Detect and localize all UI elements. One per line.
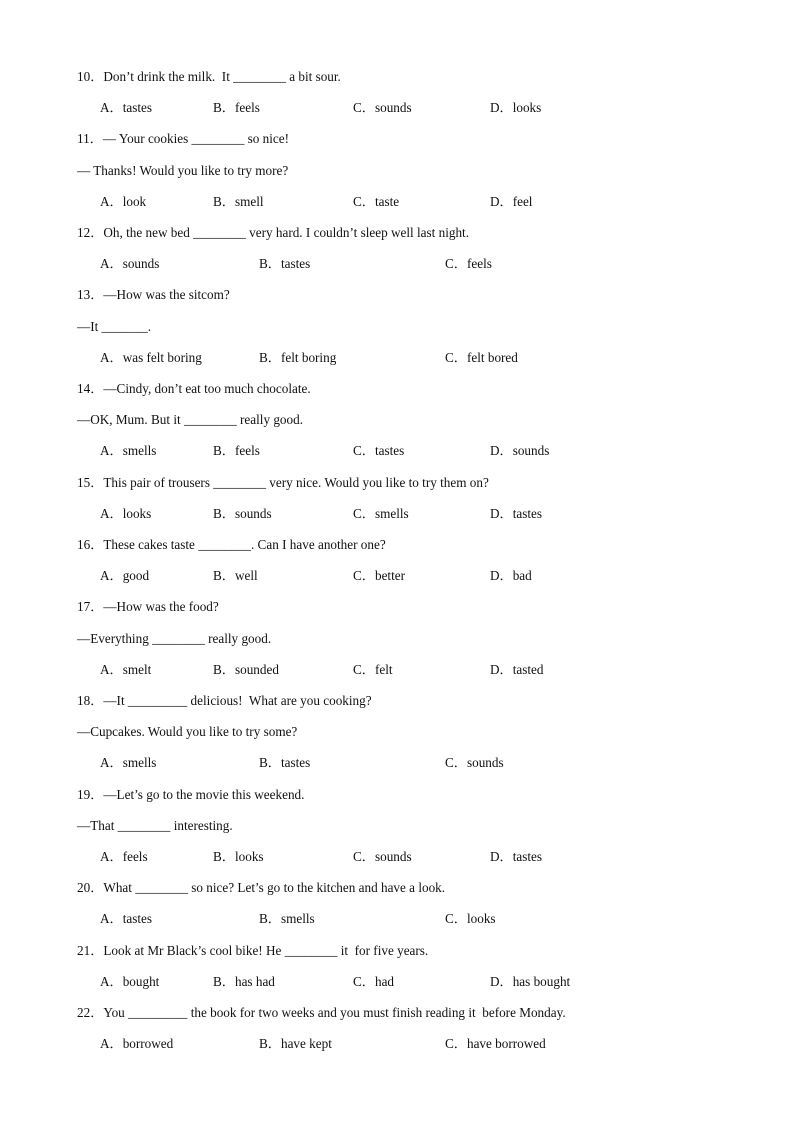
question-stem: 15．This pair of trousers ________ very nice. Would you like to try them on?	[77, 474, 489, 490]
answer-option[interactable]: D．has bought	[490, 973, 571, 989]
question-stem: 16．These cakes taste ________. Can I have another one?	[77, 537, 386, 552]
answer-option[interactable]: C．better	[353, 568, 406, 584]
question-stem: 10．Don’t drink the milk. It ________ a bit sour.	[77, 69, 341, 84]
question-stem: 11．— Your cookies ________ so nice!	[77, 131, 289, 147]
answer-option[interactable]: C．have borrowed	[445, 1036, 546, 1052]
answer-option[interactable]: D．bad	[490, 568, 532, 584]
answer-option[interactable]: B．smells	[259, 911, 315, 927]
answer-option[interactable]: A．borrowed	[100, 1036, 174, 1052]
question-stem: 12．Oh, the new bed ________ very hard. I couldn’t sleep well last night.	[77, 225, 470, 240]
answer-option[interactable]: B．tastes	[259, 256, 311, 272]
dialogue-line: —OK, Mum. But it ________ really good.	[77, 412, 304, 428]
answer-option[interactable]: D．sounds	[490, 443, 550, 459]
answer-option[interactable]: A．look	[100, 193, 147, 209]
question-stem: 14．—Cindy, don’t eat too much chocolate.	[77, 381, 311, 396]
answer-option[interactable]: A．smells	[100, 443, 157, 459]
answer-option[interactable]: A．tastes	[100, 911, 153, 927]
answer-option[interactable]: C．smells	[353, 505, 409, 521]
answer-option[interactable]: A．good	[100, 568, 150, 584]
answer-option[interactable]: C．felt bored	[445, 349, 518, 365]
answer-option[interactable]: A．feels	[100, 849, 148, 864]
answer-option[interactable]: B．looks	[213, 849, 264, 864]
answer-option[interactable]: B．feels	[213, 443, 260, 459]
answer-option[interactable]: B．tastes	[259, 755, 311, 771]
answer-option[interactable]: B．smell	[213, 193, 264, 209]
dialogue-line: —Cupcakes. Would you like to try some?	[77, 724, 298, 740]
question-stem: 21．Look at Mr Black’s cool bike! He ________ it for five years.	[77, 942, 429, 958]
answer-option[interactable]: A．smells	[100, 755, 157, 771]
answer-option[interactable]: B．felt boring	[259, 349, 337, 365]
answer-option[interactable]: C．tastes	[353, 443, 405, 459]
answer-option[interactable]: B．have kept	[259, 1036, 332, 1052]
answer-option[interactable]: A．bought	[100, 973, 160, 989]
answer-option[interactable]: A．was felt boring	[100, 349, 202, 365]
answer-option[interactable]: C．felt	[353, 661, 393, 677]
answer-option[interactable]: A．sounds	[100, 256, 160, 272]
question-stem: 20．What ________ so nice? Let’s go to the kitchen and have a look.	[77, 880, 446, 896]
question-stem: 13．—How was the sitcom?	[77, 287, 230, 303]
dialogue-line: — Thanks! Would you like to try more?	[77, 162, 289, 178]
answer-option[interactable]: A．looks	[100, 505, 152, 521]
answer-option[interactable]: B．sounds	[213, 505, 272, 521]
answer-option[interactable]: A．tastes	[100, 100, 153, 116]
answer-option[interactable]: B．has had	[213, 973, 275, 989]
answer-option[interactable]: D．tastes	[490, 505, 543, 521]
dialogue-line: —That ________ interesting.	[77, 817, 233, 833]
answer-option[interactable]: B．feels	[213, 100, 260, 116]
answer-option[interactable]: C．looks	[445, 911, 496, 927]
answer-option[interactable]: C．feels	[445, 256, 492, 272]
answer-option[interactable]: D．tastes	[490, 849, 543, 864]
answer-option[interactable]: C．sounds	[353, 100, 412, 116]
answer-option[interactable]: B．sounded	[213, 661, 279, 677]
answer-option[interactable]: C．sounds	[445, 755, 504, 771]
answer-option[interactable]: D．feel	[490, 193, 533, 209]
answer-option[interactable]: D．tasted	[490, 661, 544, 677]
dialogue-line: —It _______.	[77, 318, 151, 334]
answer-option[interactable]: C．sounds	[353, 849, 412, 864]
dialogue-line: —Everything ________ really good.	[77, 630, 272, 646]
question-stem: 22．You _________ the book for two weeks and you must finish reading it before Monday.	[77, 1005, 566, 1020]
answer-option[interactable]: C．taste	[353, 193, 400, 209]
answer-option[interactable]: C．had	[353, 973, 395, 989]
answer-option[interactable]: D．looks	[490, 100, 542, 116]
question-stem: 17．—How was the food?	[77, 599, 219, 615]
question-stem: 19．—Let’s go to the movie this weekend.	[77, 786, 305, 802]
answer-option[interactable]: B．well	[213, 568, 258, 584]
question-stem: 18．—It _________ delicious! What are you cooking?	[77, 693, 372, 708]
answer-option[interactable]: A．smelt	[100, 661, 152, 677]
